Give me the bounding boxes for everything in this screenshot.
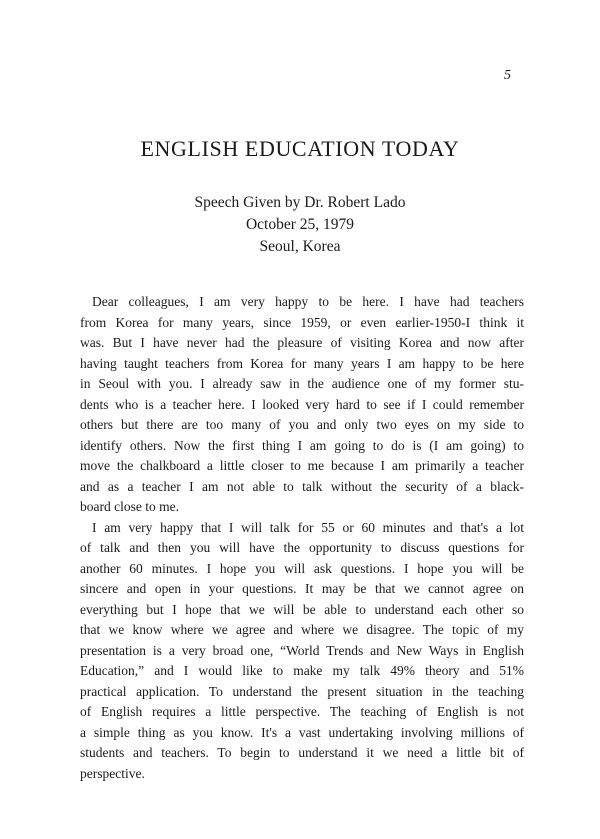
body-line: practical application. To understand the present situation in the teaching <box>80 683 524 699</box>
body-line: board close to me. <box>80 499 179 514</box>
body-line: was. But I have never had the pleasure of visiting Korea and now after <box>80 335 524 350</box>
body-line: and as a teacher I am not able to talk without the security of a black- <box>80 478 524 494</box>
speech-place: Seoul, Korea <box>259 238 341 255</box>
body-line: perspective. <box>80 765 145 781</box>
page-title: ENGLISH EDUCATION TODAY <box>140 136 460 161</box>
body-line: move the chalkboard a little closer to me because I am primarily a teacher <box>80 458 524 473</box>
byline <box>0 192 600 258</box>
body-text <box>80 292 524 784</box>
body-line: sincere and open in your questions. It may be that we cannot agree on <box>80 581 524 596</box>
body-line: I am very happy that I will talk for 55 or 60 minutes and that's a lot <box>92 519 524 535</box>
speech-date: October 25, 1979 <box>245 216 355 233</box>
body-line: having taught teachers from Korea for many years I am happy to be here <box>80 355 524 371</box>
page-number: 5 <box>504 68 511 83</box>
body-line: a simple thing as you know. It's a vast undertaking involving millions of <box>80 724 524 740</box>
body-line: from Korea for many years, since 1959, or even earlier-1950-I think it <box>80 314 524 330</box>
body-line: in Seoul with you. I already saw in the audience one of my former stu- <box>80 376 524 391</box>
body-line: everything but I hope that we will be able to understand each other so <box>80 601 524 617</box>
body-line: identify others. Now the first thing I am going to do is (I am going) to <box>80 437 524 453</box>
body-line: presentation is a very broad one, “World Trends and New Ways in English <box>80 642 524 658</box>
body-line: others but there are too many of you and only two eyes on my side to <box>80 417 524 432</box>
body-line: students and teachers. To begin to understand it we need a little bit of <box>80 745 524 760</box>
body-line: of talk and then you will have the opportunity to discuss questions for <box>80 540 524 555</box>
body-line: of English requires a little perspective. The teaching of English is not <box>80 704 524 719</box>
body-line: that we know where we agree and where we disagree. The topic of my <box>80 622 524 637</box>
body-line: dents who is a teacher here. I looked very hard to see if I could remember <box>80 396 524 412</box>
body-line: Education,” and I would like to make my talk 49% theory and 51% <box>80 663 524 678</box>
body-line: another 60 minutes. I hope you will ask questions. I hope you will be <box>80 560 524 576</box>
body-line: Dear colleagues, I am very happy to be here. I have had teachers <box>92 294 524 309</box>
speech-credit: Speech Given by Dr. Robert Lado <box>194 194 406 211</box>
